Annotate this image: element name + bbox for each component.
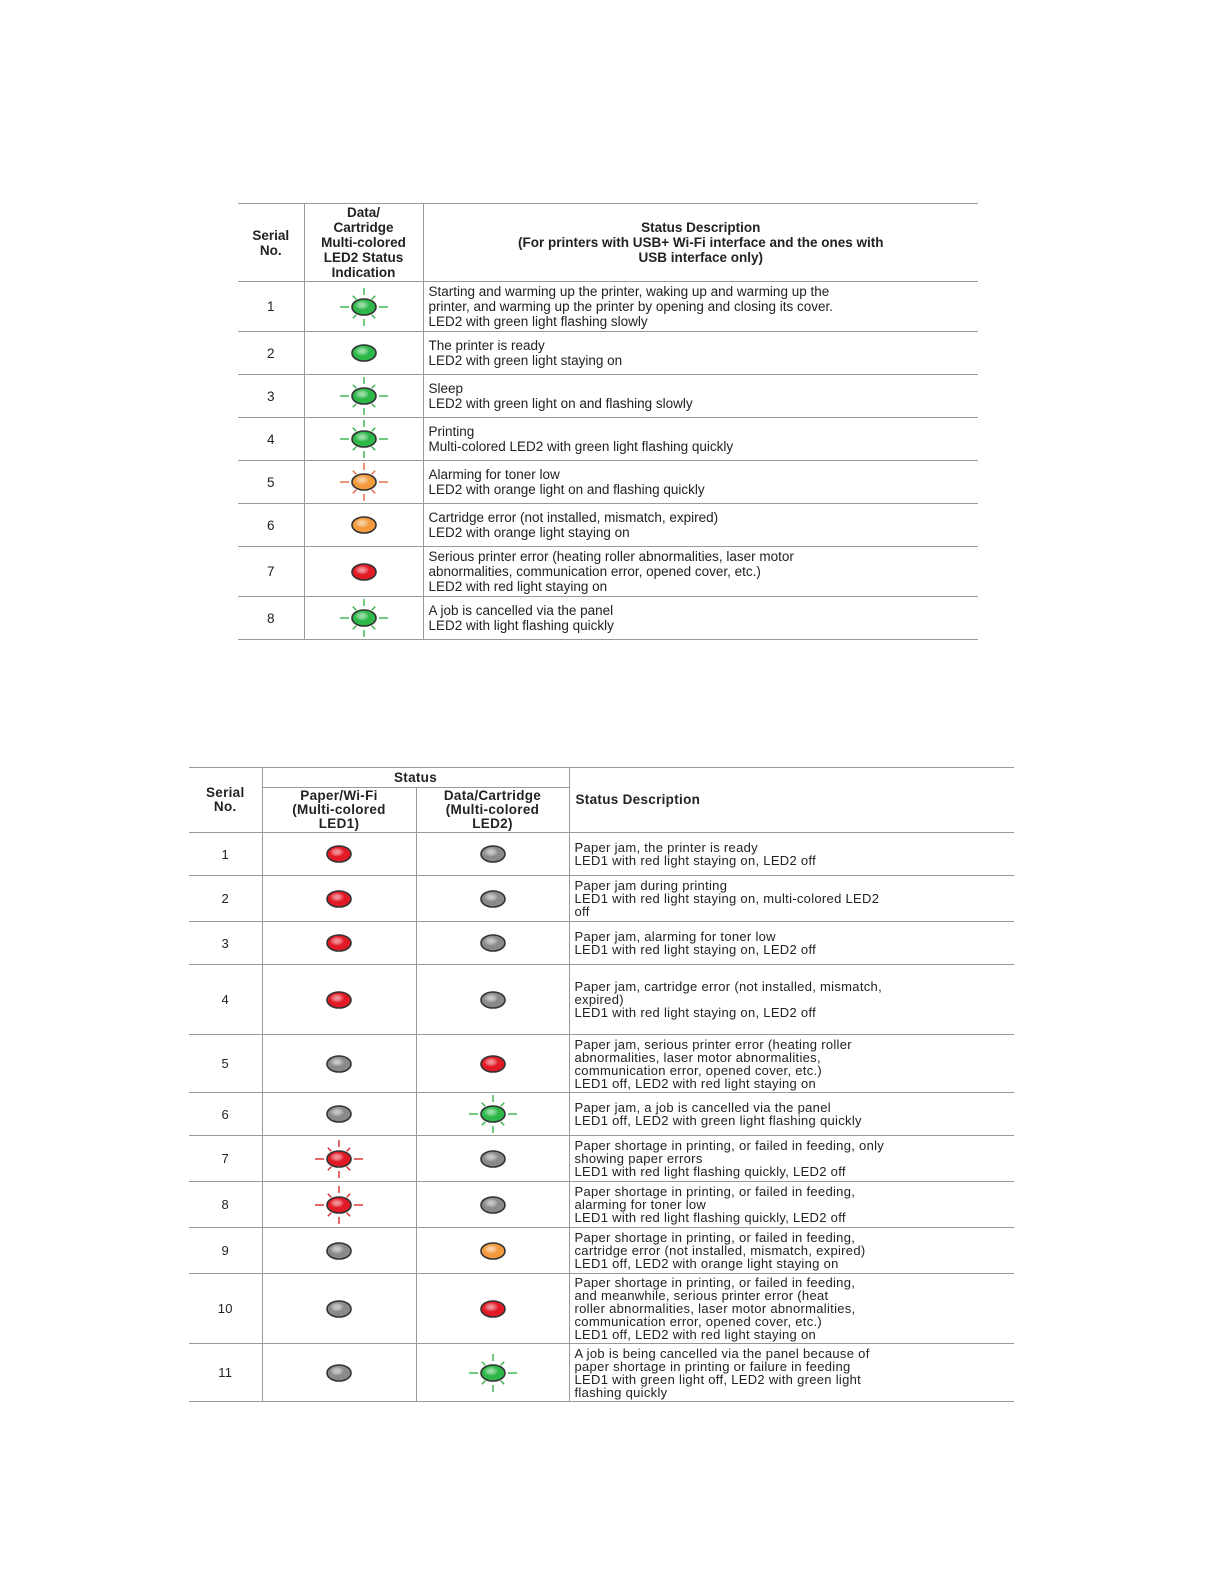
led1-indicator <box>262 1182 416 1228</box>
text-line: Paper/Wi-Fi <box>300 788 378 803</box>
text-line: Indication <box>331 265 396 280</box>
text-line: LED2 with green light on and flashing slowly <box>428 396 693 411</box>
text-line: expired) <box>574 992 624 1007</box>
red-led-steady-icon <box>311 980 367 1020</box>
status-description <box>569 1182 1014 1228</box>
text-line: Starting and warming up the printer, waking up and warming up the <box>428 284 830 299</box>
text-line: off <box>574 904 590 919</box>
text-line: Multi-colored <box>321 235 406 250</box>
led1-indicator <box>262 1274 416 1344</box>
table-row <box>189 1344 1014 1402</box>
serial-number: 7 <box>238 547 304 597</box>
table1-header-row <box>238 204 978 282</box>
text-line: alarming for toner low <box>574 1197 707 1212</box>
serial-number: 1 <box>238 282 304 332</box>
orange-led-steady-icon <box>336 505 392 545</box>
text-line: No. <box>259 242 282 258</box>
text-line: (Multi-colored <box>292 802 386 817</box>
status-description <box>569 1093 1014 1136</box>
led2-status-table <box>238 203 978 640</box>
serial-number: 10 <box>189 1274 262 1344</box>
led2-indicator <box>416 1136 569 1182</box>
red-led-steady-icon <box>465 1044 521 1084</box>
text-line: LED1 with red light staying on, multi-colored LED2 <box>574 891 880 906</box>
orange-led-flashing-icon <box>336 462 392 502</box>
led2-indicator <box>304 375 423 418</box>
text-line: LED2 with red light staying on <box>428 579 608 594</box>
status-description <box>423 597 978 640</box>
table2-header-led1 <box>262 788 416 833</box>
led2-indicator <box>416 922 569 965</box>
serial-number: 6 <box>189 1093 262 1136</box>
led1-indicator <box>262 1228 416 1274</box>
text-line: LED2 with green light staying on <box>428 353 623 368</box>
table-row <box>238 504 978 547</box>
red-led-flashing-icon <box>311 1185 367 1225</box>
status-description <box>423 375 978 418</box>
status-description <box>569 1228 1014 1274</box>
off-led-off-icon <box>465 879 521 919</box>
status-description <box>423 282 978 332</box>
text-line: LED1 off, LED2 with green light flashing quickly <box>574 1113 862 1128</box>
table1-header-led <box>304 204 423 282</box>
serial-number: 6 <box>238 504 304 547</box>
table2-header-serial <box>189 768 262 833</box>
table2-header-led2 <box>416 788 569 833</box>
table-row <box>238 282 978 332</box>
off-led-off-icon <box>465 1139 521 1179</box>
text-line: Alarming for toner low <box>428 467 560 482</box>
text-line: paper shortage in printing or failure in feeding <box>574 1358 851 1374</box>
led1-indicator <box>262 1136 416 1182</box>
text-line: abnormalities, laser motor abnormalities, <box>574 1049 821 1065</box>
led2-indicator <box>304 332 423 375</box>
text-line: LED2 with light flashing quickly <box>428 618 614 633</box>
serial-number: 1 <box>189 833 262 876</box>
text-line: and meanwhile, serious printer error (heat <box>574 1288 829 1303</box>
off-led-off-icon <box>311 1094 367 1134</box>
text-line: LED2 Status <box>323 250 404 265</box>
led2-indicator <box>416 876 569 922</box>
green-led-flashing-icon <box>465 1094 521 1134</box>
text-line: The printer is ready <box>428 338 545 353</box>
green-led-flashing-icon <box>336 287 392 327</box>
status-description <box>569 833 1014 876</box>
text-line: Paper jam, a job is cancelled via the panel <box>574 1100 831 1115</box>
status-description <box>423 547 978 597</box>
off-led-off-icon <box>311 1289 367 1329</box>
led1-indicator <box>262 876 416 922</box>
led2-indicator <box>304 547 423 597</box>
status-description <box>569 1035 1014 1093</box>
text-line: Multi-colored LED2 with green light flashing quickly <box>428 439 734 454</box>
table-row <box>189 1182 1014 1228</box>
status-description <box>569 922 1014 965</box>
led2-indicator <box>416 833 569 876</box>
status-description <box>569 965 1014 1035</box>
orange-led-steady-icon <box>465 1231 521 1271</box>
status-description <box>423 332 978 375</box>
text-line: Sleep <box>428 381 464 396</box>
serial-number: 8 <box>189 1182 262 1228</box>
text-line: Serial <box>205 785 245 800</box>
table1-header-serial <box>238 204 304 282</box>
text-line: Data/ <box>346 205 380 220</box>
led1-indicator <box>262 1093 416 1136</box>
text-line: Paper jam, alarming for toner low <box>574 929 776 944</box>
led2-indicator <box>304 597 423 640</box>
text-line: Status Description <box>641 220 761 235</box>
status-description <box>569 876 1014 922</box>
text-line: Paper shortage in printing, or failed in feeding, <box>574 1275 856 1290</box>
status-description <box>423 418 978 461</box>
green-led-flashing-icon <box>336 376 392 416</box>
text-line: LED1 with green light off, LED2 with green light <box>574 1371 862 1387</box>
led1-indicator <box>262 922 416 965</box>
led1-indicator <box>262 1035 416 1093</box>
text-line: (For printers with USB+ Wi-Fi interface and the ones with <box>517 235 884 250</box>
led2-indicator <box>416 1035 569 1093</box>
serial-number: 4 <box>189 965 262 1035</box>
table1-body <box>238 282 978 640</box>
text-line: Cartridge <box>333 220 394 235</box>
table-row <box>189 1093 1014 1136</box>
text-line: LED2 with green light flashing slowly <box>428 314 648 329</box>
table-row <box>189 1035 1014 1093</box>
text-line: Paper shortage in printing, or failed in feeding, <box>574 1184 856 1199</box>
led1-led2-status-table <box>189 767 1014 1402</box>
text-line: Paper shortage in printing, or failed in feeding, <box>574 1230 856 1245</box>
off-led-off-icon <box>465 1185 521 1225</box>
status-description <box>423 504 978 547</box>
text-line: communication error, opened cover, etc.) <box>574 1314 823 1329</box>
table-row <box>238 332 978 375</box>
text-line: A job is cancelled via the panel <box>428 603 614 618</box>
off-led-off-icon <box>465 980 521 1020</box>
led2-indicator <box>416 1228 569 1274</box>
status-description <box>423 461 978 504</box>
text-line: showing paper errors <box>574 1151 703 1166</box>
serial-number: 3 <box>189 922 262 965</box>
serial-number: 5 <box>238 461 304 504</box>
serial-number: 7 <box>189 1136 262 1182</box>
table-row <box>189 965 1014 1035</box>
table-row <box>238 597 978 640</box>
text-line: A job is being cancelled via the panel because of <box>574 1345 870 1361</box>
text-line: LED2) <box>472 816 513 831</box>
text-line: LED1 off, LED2 with red light staying on <box>574 1327 817 1342</box>
status-description <box>569 1274 1014 1344</box>
text-line: Paper jam during printing <box>574 878 728 893</box>
led2-indicator <box>416 1344 569 1402</box>
text-line: printer, and warming up the printer by opening and closing its cover. <box>428 299 833 314</box>
text-line: flashing quickly <box>574 1384 668 1400</box>
serial-number: 9 <box>189 1228 262 1274</box>
serial-number: 2 <box>189 876 262 922</box>
text-line: LED1 with red light staying on, LED2 off <box>574 942 817 957</box>
text-line: Cartridge error (not installed, mismatch, expired) <box>428 510 719 525</box>
table-row <box>189 1228 1014 1274</box>
status-description <box>569 1344 1014 1402</box>
green-led-flashing-icon <box>465 1353 521 1393</box>
table-row <box>238 375 978 418</box>
led2-indicator <box>304 418 423 461</box>
green-led-steady-icon <box>336 333 392 373</box>
text-line: roller abnormalities, laser motor abnormalities, <box>574 1301 856 1316</box>
table2-header-desc: Status Description <box>569 768 1014 833</box>
red-led-steady-icon <box>311 879 367 919</box>
off-led-off-icon <box>465 923 521 963</box>
table-row <box>238 418 978 461</box>
led2-indicator <box>304 282 423 332</box>
text-line: No. <box>213 799 237 814</box>
text-line: Paper jam, the printer is ready <box>574 840 758 855</box>
led1-indicator <box>262 833 416 876</box>
green-led-flashing-icon <box>336 598 392 638</box>
red-led-steady-icon <box>311 923 367 963</box>
text-line: Serious printer error (heating roller abnormalities, laser motor <box>428 549 794 564</box>
text-line: LED1 off, LED2 with orange light staying on <box>574 1256 839 1271</box>
text-line: LED2 with orange light on and flashing quickly <box>428 482 705 497</box>
table1-header-desc <box>423 204 978 282</box>
text-line: communication error, opened cover, etc.) <box>574 1062 823 1078</box>
led2-indicator <box>304 461 423 504</box>
text-line: Paper shortage in printing, or failed in feeding, only <box>574 1138 885 1153</box>
table-row <box>189 833 1014 876</box>
serial-number: 3 <box>238 375 304 418</box>
led2-indicator <box>304 504 423 547</box>
text-line: LED1) <box>318 816 360 831</box>
off-led-off-icon <box>465 834 521 874</box>
led2-indicator <box>416 1093 569 1136</box>
table2-body <box>189 833 1014 1402</box>
off-led-off-icon <box>311 1353 367 1393</box>
off-led-off-icon <box>311 1044 367 1084</box>
serial-number: 8 <box>238 597 304 640</box>
text-line: LED1 with red light flashing quickly, LED2 off <box>574 1210 846 1225</box>
table-row <box>238 547 978 597</box>
text-line: Paper jam, serious printer error (heating roller <box>574 1036 852 1052</box>
text-line: abnormalities, communication error, opened cover, etc.) <box>428 564 761 579</box>
text-line: Paper jam, cartridge error (not installed, mismatch, <box>574 979 882 994</box>
table-row <box>238 461 978 504</box>
table-row <box>189 876 1014 922</box>
table-row <box>189 922 1014 965</box>
table-row <box>189 1274 1014 1344</box>
text-line: Printing <box>428 424 475 439</box>
led1-indicator <box>262 1344 416 1402</box>
red-led-steady-icon <box>336 552 392 592</box>
off-led-off-icon <box>311 1231 367 1271</box>
serial-number: 5 <box>189 1035 262 1093</box>
red-led-flashing-icon <box>311 1139 367 1179</box>
table2-header-status: Status <box>262 768 569 788</box>
text-line: cartridge error (not installed, mismatch, expired) <box>574 1243 866 1258</box>
led2-indicator <box>416 965 569 1035</box>
red-led-steady-icon <box>465 1289 521 1329</box>
serial-number: 2 <box>238 332 304 375</box>
serial-number: 4 <box>238 418 304 461</box>
table2-header-row-1 <box>189 768 1014 788</box>
text-line: USB interface only) <box>638 250 764 265</box>
led2-indicator <box>416 1182 569 1228</box>
green-led-flashing-icon <box>336 419 392 459</box>
table-row <box>189 1136 1014 1182</box>
led2-indicator <box>416 1274 569 1344</box>
status-description <box>569 1136 1014 1182</box>
text-line: Data/Cartridge <box>443 788 542 803</box>
text-line: LED1 with red light staying on, LED2 off <box>574 853 817 868</box>
text-line: Serial <box>252 227 290 243</box>
text-line: (Multi-colored <box>445 802 540 817</box>
text-line: LED1 with red light flashing quickly, LED2 off <box>574 1164 846 1179</box>
red-led-steady-icon <box>311 834 367 874</box>
text-line: LED1 off, LED2 with red light staying on <box>574 1075 817 1091</box>
text-line: LED2 with orange light staying on <box>428 525 630 540</box>
led1-indicator <box>262 965 416 1035</box>
text-line: LED1 with red light staying on, LED2 off <box>574 1005 817 1020</box>
serial-number: 11 <box>189 1344 262 1402</box>
